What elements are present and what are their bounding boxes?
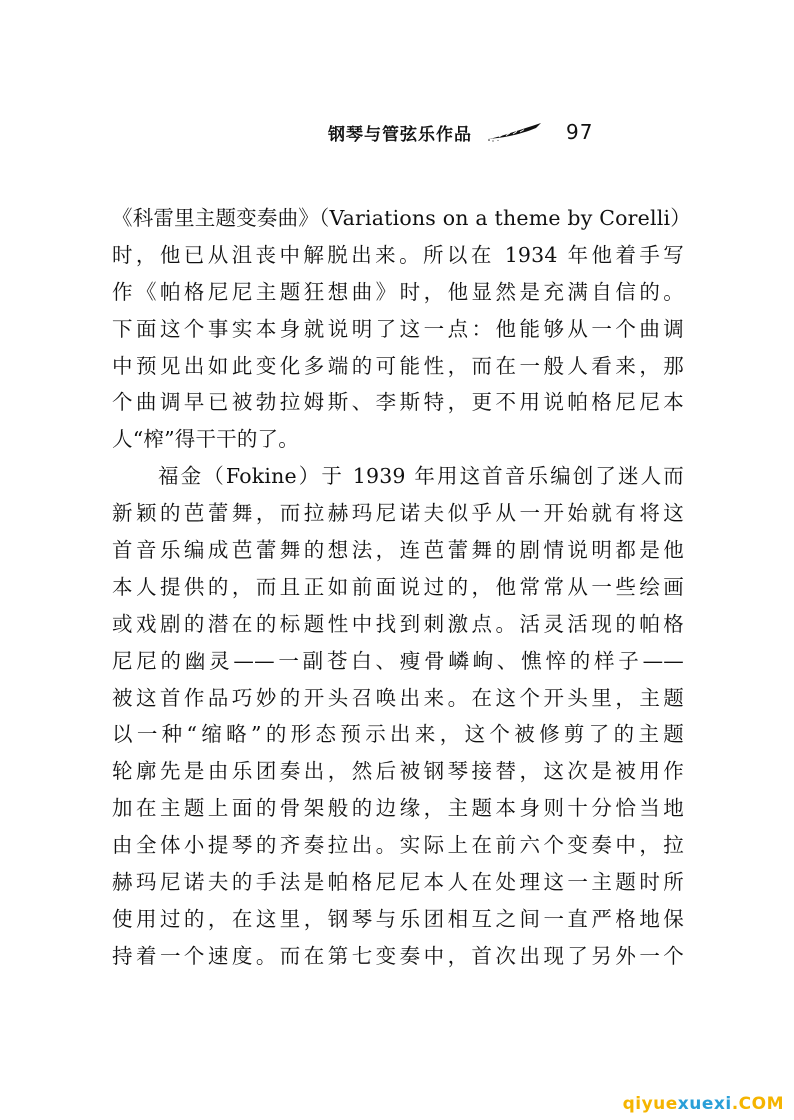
watermark-part: qiyue — [622, 1094, 678, 1114]
watermark-part: .COM — [731, 1094, 784, 1114]
text-line: 由全体小提琴的齐奏拉出。实际上在前六个变奏中，拉 — [112, 833, 684, 858]
text-line: 持着一个速度。而在第七变奏中，首次出现了另外一个 — [112, 943, 684, 968]
text-line: 作《帕格尼尼主题狂想曲》时，他显然是充满自信的。 — [112, 279, 684, 304]
text-line: 被这首作品巧妙的开头召唤出来。在这个开头里，主题 — [112, 685, 684, 710]
text-line: 时，他已从沮丧中解脱出来。所以在 1934 年他着手写 — [112, 242, 684, 267]
text-line: 中预见出如此变化多端的可能性，而在一般人看来，那 — [112, 353, 684, 378]
text-line: 尼尼的幽灵——一副苍白、瘦骨嶙峋、憔悴的样子—— — [112, 648, 684, 673]
text-line: 福金（Fokine）于 1939 年用这首音乐编创了迷人而 — [158, 464, 684, 489]
text-line: 下面这个事实本身就说明了这一点：他能够从一个曲调 — [112, 316, 684, 341]
watermark-part: xuexi — [677, 1094, 732, 1114]
text-line: 个曲调早已被勃拉姆斯、李斯特，更不用说帕格尼尼本 — [112, 390, 684, 415]
text-line: 新颖的芭蕾舞，而拉赫玛尼诺夫似乎从一开始就有将这 — [112, 501, 684, 526]
text-line: 人“榨”得干干的了。 — [112, 427, 299, 452]
text-line: 或戏剧的潜在的标题性中找到刺激点。活灵活现的帕格 — [112, 611, 684, 636]
page-number: 97 — [566, 120, 594, 144]
text-line: 使用过的，在这里，钢琴与乐团相互之间一直严格地保 — [112, 906, 684, 931]
site-watermark — [623, 1094, 784, 1114]
body-text — [112, 200, 691, 975]
text-line: 本人提供的，而且正如前面说过的，他常常从一些绘画 — [112, 574, 684, 599]
running-header — [328, 116, 658, 148]
quill-pen-icon — [486, 122, 544, 142]
chapter-title: 钢琴与管弦乐作品 — [328, 124, 472, 145]
text-line: 加在主题上面的骨架般的边缘，主题本身则十分恰当地 — [112, 796, 684, 821]
text-line: 《科雷里主题变奏曲》（Variations on a theme by Corelli） — [112, 206, 691, 230]
text-line: 首音乐编成芭蕾舞的想法，连芭蕾舞的剧情说明都是他 — [112, 538, 684, 563]
text-line: 以一种“缩略”的形态预示出来，这个被修剪了的主题 — [112, 722, 684, 747]
text-line: 赫玛尼诺夫的手法是帕格尼尼本人在处理这一主题时所 — [112, 870, 684, 895]
text-line: 轮廓先是由乐团奏出，然后被钢琴接替，这次是被用作 — [112, 759, 684, 784]
